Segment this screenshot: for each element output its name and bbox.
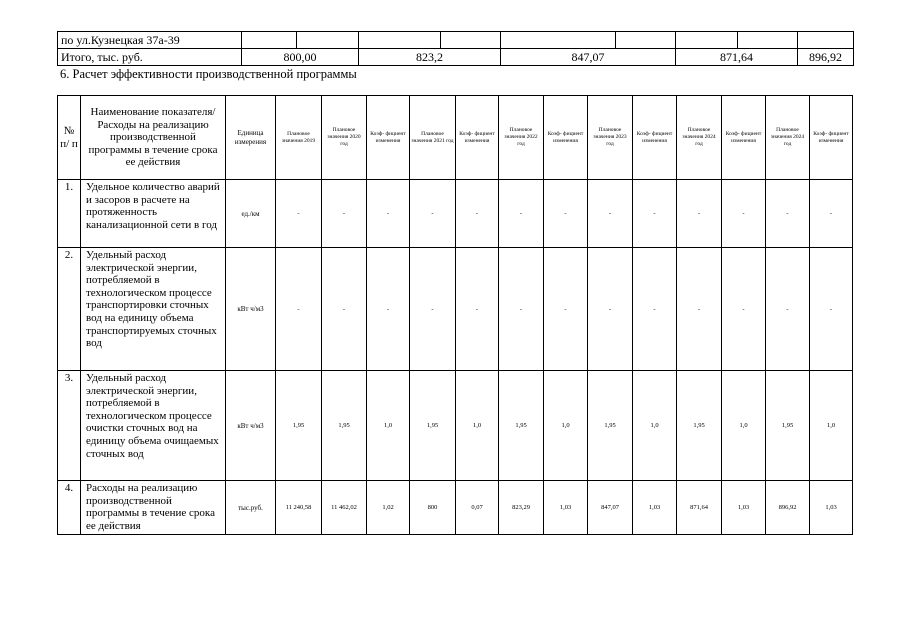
row-value: 1,0: [722, 371, 766, 481]
header-coef-2: Коэф- фициент изменения: [456, 96, 499, 180]
row-value: -: [322, 248, 367, 371]
efficiency-table: [57, 95, 853, 535]
row-value: -: [367, 180, 410, 248]
row-value: 0,07: [456, 481, 499, 535]
row-value: -: [410, 180, 456, 248]
header-plan-2020: Плановое значения 2020 год: [322, 96, 367, 180]
row-value: -: [588, 180, 633, 248]
row-value: 11 240,58: [276, 481, 322, 535]
row-value: -: [276, 180, 322, 248]
header-plan-2022: Плановое значения 2022 год: [499, 96, 544, 180]
total-label: Итого, тыс. руб.: [58, 49, 242, 66]
header-coef-4: Коэф- фициент изменения: [633, 96, 677, 180]
header-coef-6: Коэф- фициент изменения: [810, 96, 853, 180]
table-row: [58, 481, 853, 535]
top-table: [57, 31, 854, 66]
address-label: по ул.Кузнецкая 37а-39: [58, 32, 242, 49]
row-value: -: [677, 180, 722, 248]
row-value: -: [588, 248, 633, 371]
row-name: Расходы на реализацию производственной программы в течение срока ее действия: [81, 481, 226, 535]
section-title: 6. Расчет эффективности производственной программы: [60, 67, 357, 81]
row-value: 1,03: [544, 481, 588, 535]
row-unit: кВт ч/м3: [226, 248, 276, 371]
row-value: 1,03: [633, 481, 677, 535]
row-unit: ед./км: [226, 180, 276, 248]
row-value: -: [766, 180, 810, 248]
row-value: 11 462,02: [322, 481, 367, 535]
total-2020: 800,00: [242, 49, 359, 66]
row-value: -: [766, 248, 810, 371]
row-value: -: [544, 180, 588, 248]
header-plan-2024-b: Плановое значения 2024 год: [766, 96, 810, 180]
row-value: -: [276, 248, 322, 371]
header-coef-3: Коэф- фициент изменения: [544, 96, 588, 180]
row-value: 1,0: [633, 371, 677, 481]
row-value: 1,0: [456, 371, 499, 481]
row-unit: тыс.руб.: [226, 481, 276, 535]
row-name: Удельный расход электрической энергии, потребляемой в технологическом процессе транспортировки сточных вод на единицу объема транспортируемых сточных вод: [81, 248, 226, 371]
row-value: 1,95: [410, 371, 456, 481]
row-value: 1,95: [677, 371, 722, 481]
row-value: -: [722, 180, 766, 248]
header-plan-2024: Плановое значения 2024 год: [677, 96, 722, 180]
row-value: -: [456, 180, 499, 248]
row-name: Удельное количество аварий и засоров в расчете на протяженность канализационной сети в год: [81, 180, 226, 248]
row-value: -: [499, 248, 544, 371]
row-value: -: [810, 180, 853, 248]
header-name: Наименование показателя/Расходы на реализацию производственной программы в течение срока ее действия: [81, 96, 226, 180]
table-row: [58, 180, 853, 248]
row-value: 847,07: [588, 481, 633, 535]
row-value: 871,64: [677, 481, 722, 535]
row-name: Удельный расход электрической энергии, потребляемой в технологическом процессе очистки сточных вод на единицу объема очищаемых сточных вод: [81, 371, 226, 481]
header-plan-2019: Плановое значения 2019: [276, 96, 322, 180]
row-unit: кВт ч/м3: [226, 371, 276, 481]
row-number: 2.: [58, 248, 81, 371]
row-value: 1,02: [367, 481, 410, 535]
header-coef-5: Коэф- фициент изменения: [722, 96, 766, 180]
row-number: 4.: [58, 481, 81, 535]
top-row-address: [58, 32, 854, 49]
row-number: 3.: [58, 371, 81, 481]
row-value: 800: [410, 481, 456, 535]
header-coef-1: Коэф- фициент изменения: [367, 96, 410, 180]
header-unit: Единица измерения: [226, 96, 276, 180]
table-row: [58, 248, 853, 371]
table-header-row: [58, 96, 853, 180]
row-value: 1,95: [766, 371, 810, 481]
table-row: [58, 371, 853, 481]
row-value: -: [456, 248, 499, 371]
row-value: 896,92: [766, 481, 810, 535]
row-value: -: [810, 248, 853, 371]
row-value: -: [677, 248, 722, 371]
row-value: 1,95: [322, 371, 367, 481]
row-value: -: [410, 248, 456, 371]
row-value: 1,0: [810, 371, 853, 481]
row-value: 1,03: [722, 481, 766, 535]
total-2022: 847,07: [501, 49, 676, 66]
row-value: 1,0: [367, 371, 410, 481]
row-value: -: [633, 248, 677, 371]
header-plan-2023: Плановое значения 2023 год: [588, 96, 633, 180]
row-value: -: [722, 248, 766, 371]
row-value: 1,95: [499, 371, 544, 481]
row-value: 1,95: [588, 371, 633, 481]
row-value: 1,03: [810, 481, 853, 535]
top-row-total: [58, 49, 854, 66]
total-2024: 896,92: [798, 49, 854, 66]
row-value: -: [322, 180, 367, 248]
row-value: 823,29: [499, 481, 544, 535]
header-plan-2021: Плановое значения 2021 год: [410, 96, 456, 180]
row-value: 1,95: [276, 371, 322, 481]
row-value: 1,0: [544, 371, 588, 481]
header-no: № п/ п: [58, 96, 81, 180]
row-value: -: [499, 180, 544, 248]
total-2023: 871,64: [676, 49, 798, 66]
row-value: -: [633, 180, 677, 248]
row-value: -: [367, 248, 410, 371]
row-value: -: [544, 248, 588, 371]
row-number: 1.: [58, 180, 81, 248]
total-2021: 823,2: [359, 49, 501, 66]
